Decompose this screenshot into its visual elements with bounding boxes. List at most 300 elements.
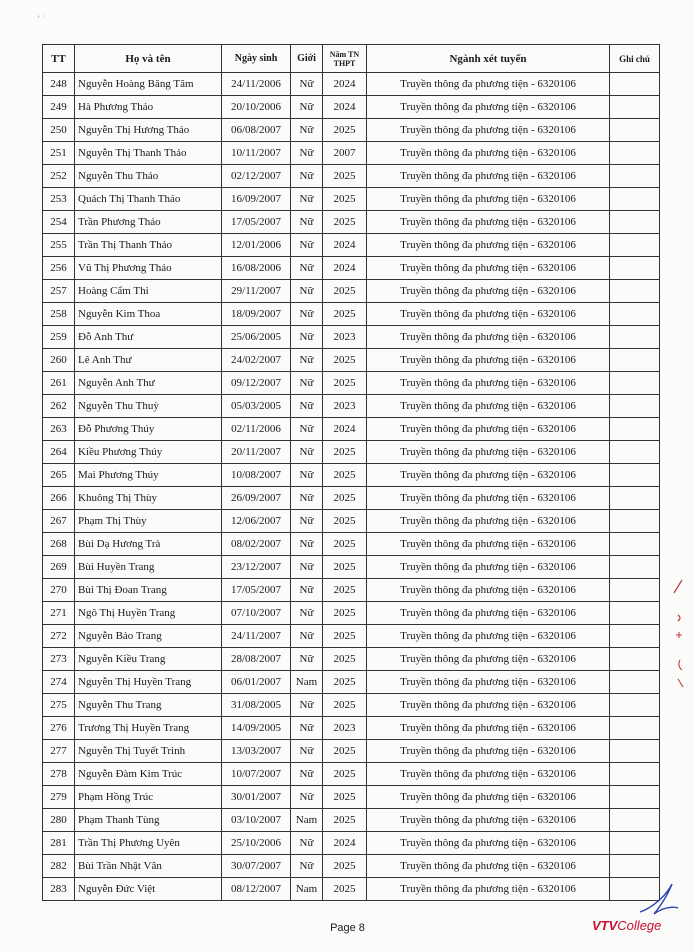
row-major: Truyền thông đa phương tiện - 6320106: [367, 648, 610, 671]
row-major: Truyền thông đa phương tiện - 6320106: [367, 878, 610, 901]
admission-table: [42, 44, 660, 901]
row-sex: Nữ: [291, 234, 323, 257]
page-number: Page 8: [330, 922, 365, 934]
row-sex: Nữ: [291, 280, 323, 303]
college-logo: [592, 918, 661, 933]
row-grad-year: 2025: [323, 441, 367, 464]
row-dob: 08/02/2007: [222, 533, 291, 556]
table-row: [43, 188, 660, 211]
row-sex: Nữ: [291, 73, 323, 96]
table-row: [43, 303, 660, 326]
table-row: [43, 763, 660, 786]
row-name: Trần Phương Thảo: [75, 211, 222, 234]
row-dob: 07/10/2007: [222, 602, 291, 625]
row-grad-year: 2024: [323, 257, 367, 280]
table-row: [43, 326, 660, 349]
row-note: [610, 464, 660, 487]
row-note: [610, 809, 660, 832]
row-note: [610, 579, 660, 602]
row-sex: Nữ: [291, 625, 323, 648]
row-major: Truyền thông đa phương tiện - 6320106: [367, 96, 610, 119]
row-sex: Nữ: [291, 211, 323, 234]
row-note: [610, 280, 660, 303]
row-number: 268: [43, 533, 75, 556]
row-note: [610, 395, 660, 418]
row-number: 264: [43, 441, 75, 464]
row-grad-year: 2025: [323, 211, 367, 234]
row-name: Nguyễn Anh Thư: [75, 372, 222, 395]
row-grad-year: 2025: [323, 786, 367, 809]
row-sex: Nam: [291, 809, 323, 832]
row-note: [610, 602, 660, 625]
row-sex: Nữ: [291, 464, 323, 487]
row-grad-year: 2025: [323, 119, 367, 142]
row-grad-year: 2025: [323, 625, 367, 648]
row-grad-year: 2023: [323, 395, 367, 418]
row-major: Truyền thông đa phương tiện - 6320106: [367, 602, 610, 625]
row-number: 251: [43, 142, 75, 165]
row-sex: Nữ: [291, 832, 323, 855]
row-note: [610, 441, 660, 464]
row-note: [610, 211, 660, 234]
row-grad-year: 2025: [323, 694, 367, 717]
row-note: [610, 303, 660, 326]
row-note: [610, 556, 660, 579]
row-grad-year: 2025: [323, 303, 367, 326]
row-name: Đỗ Anh Thư: [75, 326, 222, 349]
row-name: Hoàng Cẩm Thi: [75, 280, 222, 303]
table-row: [43, 441, 660, 464]
row-name: Mai Phương Thúy: [75, 464, 222, 487]
row-sex: Nữ: [291, 326, 323, 349]
row-note: [610, 418, 660, 441]
row-name: Phạm Thị Thùy: [75, 510, 222, 533]
row-sex: Nữ: [291, 165, 323, 188]
row-name: Nguyễn Thu Thảo: [75, 165, 222, 188]
table-row: [43, 786, 660, 809]
row-note: [610, 96, 660, 119]
row-sex: Nữ: [291, 487, 323, 510]
row-note: [610, 510, 660, 533]
row-number: 269: [43, 556, 75, 579]
row-note: [610, 234, 660, 257]
row-sex: Nữ: [291, 602, 323, 625]
row-major: Truyền thông đa phương tiện - 6320106: [367, 165, 610, 188]
row-dob: 10/11/2007: [222, 142, 291, 165]
table-row: [43, 579, 660, 602]
table-row: [43, 280, 660, 303]
table-row: [43, 73, 660, 96]
row-name: Nguyễn Thu Thuỳ: [75, 395, 222, 418]
row-grad-year: 2023: [323, 717, 367, 740]
row-dob: 20/10/2006: [222, 96, 291, 119]
row-number: 263: [43, 418, 75, 441]
row-note: [610, 188, 660, 211]
row-number: 276: [43, 717, 75, 740]
table-row: [43, 625, 660, 648]
row-number: 274: [43, 671, 75, 694]
row-name: Nguyễn Kim Thoa: [75, 303, 222, 326]
row-name: Nguyễn Bảo Trang: [75, 625, 222, 648]
row-name: Đỗ Phương Thúy: [75, 418, 222, 441]
table-row: [43, 878, 660, 901]
row-sex: Nữ: [291, 142, 323, 165]
row-major: Truyền thông đa phương tiện - 6320106: [367, 280, 610, 303]
row-note: [610, 855, 660, 878]
row-sex: Nữ: [291, 694, 323, 717]
table-row: [43, 648, 660, 671]
row-number: 259: [43, 326, 75, 349]
row-name: Nguyễn Đức Việt: [75, 878, 222, 901]
row-major: Truyền thông đa phương tiện - 6320106: [367, 717, 610, 740]
signature-mark: [632, 878, 682, 918]
logo-brand: VTV: [592, 918, 618, 933]
row-grad-year: 2025: [323, 533, 367, 556]
row-name: Nguyễn Thu Trang: [75, 694, 222, 717]
row-name: Bùi Dạ Hương Trà: [75, 533, 222, 556]
row-grad-year: 2025: [323, 648, 367, 671]
row-name: Nguyễn Thị Tuyết Trinh: [75, 740, 222, 763]
row-note: [610, 119, 660, 142]
header-grad-year: [323, 45, 367, 73]
row-dob: 05/03/2005: [222, 395, 291, 418]
row-grad-year: 2025: [323, 188, 367, 211]
header-tt: TT: [43, 45, 75, 73]
table-header-row: [43, 45, 660, 73]
table-row: [43, 717, 660, 740]
row-number: 261: [43, 372, 75, 395]
row-dob: 12/06/2007: [222, 510, 291, 533]
row-number: 260: [43, 349, 75, 372]
row-major: Truyền thông đa phương tiện - 6320106: [367, 694, 610, 717]
row-sex: Nữ: [291, 418, 323, 441]
row-major: Truyền thông đa phương tiện - 6320106: [367, 671, 610, 694]
row-note: [610, 487, 660, 510]
row-dob: 10/08/2007: [222, 464, 291, 487]
row-sex: Nữ: [291, 349, 323, 372]
table-row: [43, 395, 660, 418]
table-row: [43, 142, 660, 165]
table-row: [43, 96, 660, 119]
row-number: 249: [43, 96, 75, 119]
row-number: 253: [43, 188, 75, 211]
row-number: 283: [43, 878, 75, 901]
row-number: 255: [43, 234, 75, 257]
row-note: [610, 165, 660, 188]
row-name: Nguyễn Thị Huyền Trang: [75, 671, 222, 694]
row-dob: 17/05/2007: [222, 211, 291, 234]
row-dob: 03/10/2007: [222, 809, 291, 832]
row-major: Truyền thông đa phương tiện - 6320106: [367, 395, 610, 418]
row-major: Truyền thông đa phương tiện - 6320106: [367, 510, 610, 533]
row-dob: 14/09/2005: [222, 717, 291, 740]
row-sex: Nữ: [291, 510, 323, 533]
row-sex: Nữ: [291, 188, 323, 211]
row-name: Phạm Thanh Tùng: [75, 809, 222, 832]
row-dob: 30/01/2007: [222, 786, 291, 809]
row-name: Nguyễn Hoàng Băng Tâm: [75, 73, 222, 96]
row-major: Truyền thông đa phương tiện - 6320106: [367, 326, 610, 349]
row-dob: 23/12/2007: [222, 556, 291, 579]
row-major: Truyền thông đa phương tiện - 6320106: [367, 234, 610, 257]
margin-handwriting-marks: [664, 575, 694, 695]
row-note: [610, 763, 660, 786]
row-grad-year: 2025: [323, 763, 367, 786]
row-dob: 12/01/2006: [222, 234, 291, 257]
row-major: Truyền thông đa phương tiện - 6320106: [367, 533, 610, 556]
row-grad-year: 2024: [323, 418, 367, 441]
row-grad-year: 2025: [323, 349, 367, 372]
row-number: 265: [43, 464, 75, 487]
row-sex: Nữ: [291, 579, 323, 602]
row-major: Truyền thông đa phương tiện - 6320106: [367, 786, 610, 809]
row-grad-year: 2024: [323, 832, 367, 855]
row-major: Truyền thông đa phương tiện - 6320106: [367, 441, 610, 464]
row-grad-year: 2025: [323, 579, 367, 602]
row-number: 252: [43, 165, 75, 188]
header-major: Ngành xét tuyển: [367, 45, 610, 73]
row-grad-year: 2025: [323, 464, 367, 487]
row-sex: Nữ: [291, 257, 323, 280]
row-sex: Nữ: [291, 648, 323, 671]
row-note: [610, 533, 660, 556]
row-note: [610, 671, 660, 694]
row-grad-year: 2025: [323, 510, 367, 533]
row-name: Quách Thị Thanh Thảo: [75, 188, 222, 211]
table-row: [43, 809, 660, 832]
row-major: Truyền thông đa phương tiện - 6320106: [367, 303, 610, 326]
row-name: Trần Thị Phương Uyên: [75, 832, 222, 855]
row-grad-year: 2025: [323, 487, 367, 510]
table-row: [43, 671, 660, 694]
row-major: Truyền thông đa phương tiện - 6320106: [367, 418, 610, 441]
header-grad-year-line1: Năm TN: [329, 49, 360, 59]
row-grad-year: 2025: [323, 165, 367, 188]
row-number: 266: [43, 487, 75, 510]
row-dob: 25/10/2006: [222, 832, 291, 855]
row-name: Trương Thị Huyền Trang: [75, 717, 222, 740]
table-body: [43, 73, 660, 901]
row-note: [610, 142, 660, 165]
table-row: [43, 602, 660, 625]
row-dob: 29/11/2007: [222, 280, 291, 303]
row-grad-year: 2007: [323, 142, 367, 165]
table-row: [43, 855, 660, 878]
scan-mark: ʼ ˙: [37, 14, 46, 24]
row-dob: 25/06/2005: [222, 326, 291, 349]
table-row: [43, 119, 660, 142]
row-major: Truyền thông đa phương tiện - 6320106: [367, 119, 610, 142]
row-number: 270: [43, 579, 75, 602]
row-dob: 31/08/2005: [222, 694, 291, 717]
table-row: [43, 372, 660, 395]
row-major: Truyền thông đa phương tiện - 6320106: [367, 832, 610, 855]
table-row: [43, 694, 660, 717]
header-grad-year-line2: THPT: [333, 58, 356, 68]
row-note: [610, 257, 660, 280]
row-note: [610, 349, 660, 372]
row-grad-year: 2025: [323, 556, 367, 579]
row-major: Truyền thông đa phương tiện - 6320106: [367, 73, 610, 96]
row-note: [610, 648, 660, 671]
row-sex: Nữ: [291, 395, 323, 418]
row-dob: 02/12/2007: [222, 165, 291, 188]
row-major: Truyền thông đa phương tiện - 6320106: [367, 372, 610, 395]
row-sex: Nam: [291, 878, 323, 901]
row-name: Bùi Trần Nhật Vân: [75, 855, 222, 878]
row-sex: Nữ: [291, 441, 323, 464]
row-grad-year: 2025: [323, 372, 367, 395]
row-sex: Nam: [291, 671, 323, 694]
row-dob: 06/01/2007: [222, 671, 291, 694]
table-row: [43, 257, 660, 280]
table-row: [43, 211, 660, 234]
row-major: Truyền thông đa phương tiện - 6320106: [367, 142, 610, 165]
row-name: Nguyễn Kiều Trang: [75, 648, 222, 671]
row-major: Truyền thông đa phương tiện - 6320106: [367, 855, 610, 878]
row-sex: Nữ: [291, 533, 323, 556]
row-dob: 24/11/2007: [222, 625, 291, 648]
row-number: 272: [43, 625, 75, 648]
row-number: 275: [43, 694, 75, 717]
table-row: [43, 165, 660, 188]
row-dob: 20/11/2007: [222, 441, 291, 464]
row-dob: 17/05/2007: [222, 579, 291, 602]
row-major: Truyền thông đa phương tiện - 6320106: [367, 464, 610, 487]
row-dob: 02/11/2006: [222, 418, 291, 441]
table-row: [43, 832, 660, 855]
row-major: Truyền thông đa phương tiện - 6320106: [367, 349, 610, 372]
row-note: [610, 73, 660, 96]
row-dob: 28/08/2007: [222, 648, 291, 671]
row-major: Truyền thông đa phương tiện - 6320106: [367, 487, 610, 510]
row-sex: Nữ: [291, 763, 323, 786]
row-name: Vũ Thị Phương Thảo: [75, 257, 222, 280]
row-dob: 13/03/2007: [222, 740, 291, 763]
table-row: [43, 464, 660, 487]
row-name: Hà Phương Thảo: [75, 96, 222, 119]
row-grad-year: 2024: [323, 234, 367, 257]
row-number: 256: [43, 257, 75, 280]
row-name: Khuông Thị Thùy: [75, 487, 222, 510]
logo-suffix: College: [617, 918, 662, 933]
row-name: Phạm Hồng Trúc: [75, 786, 222, 809]
row-note: [610, 740, 660, 763]
row-number: 257: [43, 280, 75, 303]
row-number: 279: [43, 786, 75, 809]
row-sex: Nữ: [291, 717, 323, 740]
row-grad-year: 2025: [323, 855, 367, 878]
row-name: Lê Anh Thư: [75, 349, 222, 372]
row-grad-year: 2024: [323, 96, 367, 119]
row-note: [610, 694, 660, 717]
row-major: Truyền thông đa phương tiện - 6320106: [367, 763, 610, 786]
row-note: [610, 786, 660, 809]
table-row: [43, 510, 660, 533]
header-sex: Giới: [291, 45, 323, 73]
row-major: Truyền thông đa phương tiện - 6320106: [367, 740, 610, 763]
row-number: 248: [43, 73, 75, 96]
row-major: Truyền thông đa phương tiện - 6320106: [367, 809, 610, 832]
row-number: 267: [43, 510, 75, 533]
row-dob: 09/12/2007: [222, 372, 291, 395]
row-sex: Nữ: [291, 740, 323, 763]
row-number: 271: [43, 602, 75, 625]
row-note: [610, 326, 660, 349]
row-number: 278: [43, 763, 75, 786]
row-number: 277: [43, 740, 75, 763]
row-dob: 06/08/2007: [222, 119, 291, 142]
row-grad-year: 2025: [323, 602, 367, 625]
row-sex: Nữ: [291, 96, 323, 119]
row-number: 282: [43, 855, 75, 878]
row-name: Bùi Huyền Trang: [75, 556, 222, 579]
row-name: Trần Thị Thanh Thảo: [75, 234, 222, 257]
row-dob: 16/09/2007: [222, 188, 291, 211]
header-note: Ghi chú: [610, 45, 660, 73]
table-row: [43, 533, 660, 556]
table-row: [43, 418, 660, 441]
row-name: Nguyễn Đàm Kim Trúc: [75, 763, 222, 786]
row-note: [610, 717, 660, 740]
row-sex: Nữ: [291, 855, 323, 878]
row-sex: Nữ: [291, 556, 323, 579]
row-major: Truyền thông đa phương tiện - 6320106: [367, 625, 610, 648]
row-grad-year: 2025: [323, 809, 367, 832]
row-number: 262: [43, 395, 75, 418]
row-dob: 18/09/2007: [222, 303, 291, 326]
row-grad-year: 2025: [323, 280, 367, 303]
header-name: Họ và tên: [75, 45, 222, 73]
table-row: [43, 349, 660, 372]
row-note: [610, 372, 660, 395]
table-row: [43, 740, 660, 763]
row-name: Nguyễn Thị Thanh Thảo: [75, 142, 222, 165]
row-grad-year: 2023: [323, 326, 367, 349]
row-sex: Nữ: [291, 372, 323, 395]
table-row: [43, 487, 660, 510]
row-grad-year: 2025: [323, 740, 367, 763]
row-major: Truyền thông đa phương tiện - 6320106: [367, 579, 610, 602]
row-dob: 08/12/2007: [222, 878, 291, 901]
row-name: Kiều Phương Thúy: [75, 441, 222, 464]
row-sex: Nữ: [291, 786, 323, 809]
row-dob: 10/07/2007: [222, 763, 291, 786]
row-dob: 24/11/2006: [222, 73, 291, 96]
row-name: Nguyễn Thị Hương Thảo: [75, 119, 222, 142]
row-dob: 26/09/2007: [222, 487, 291, 510]
row-note: [610, 625, 660, 648]
table-row: [43, 556, 660, 579]
row-number: 281: [43, 832, 75, 855]
row-grad-year: 2025: [323, 878, 367, 901]
row-dob: 30/07/2007: [222, 855, 291, 878]
row-number: 273: [43, 648, 75, 671]
row-number: 250: [43, 119, 75, 142]
row-major: Truyền thông đa phương tiện - 6320106: [367, 556, 610, 579]
row-major: Truyền thông đa phương tiện - 6320106: [367, 257, 610, 280]
row-grad-year: 2025: [323, 671, 367, 694]
row-number: 258: [43, 303, 75, 326]
row-sex: Nữ: [291, 119, 323, 142]
row-major: Truyền thông đa phương tiện - 6320106: [367, 211, 610, 234]
row-name: Ngô Thị Huyền Trang: [75, 602, 222, 625]
row-sex: Nữ: [291, 303, 323, 326]
row-note: [610, 832, 660, 855]
row-number: 280: [43, 809, 75, 832]
row-name: Bùi Thị Đoan Trang: [75, 579, 222, 602]
row-number: 254: [43, 211, 75, 234]
